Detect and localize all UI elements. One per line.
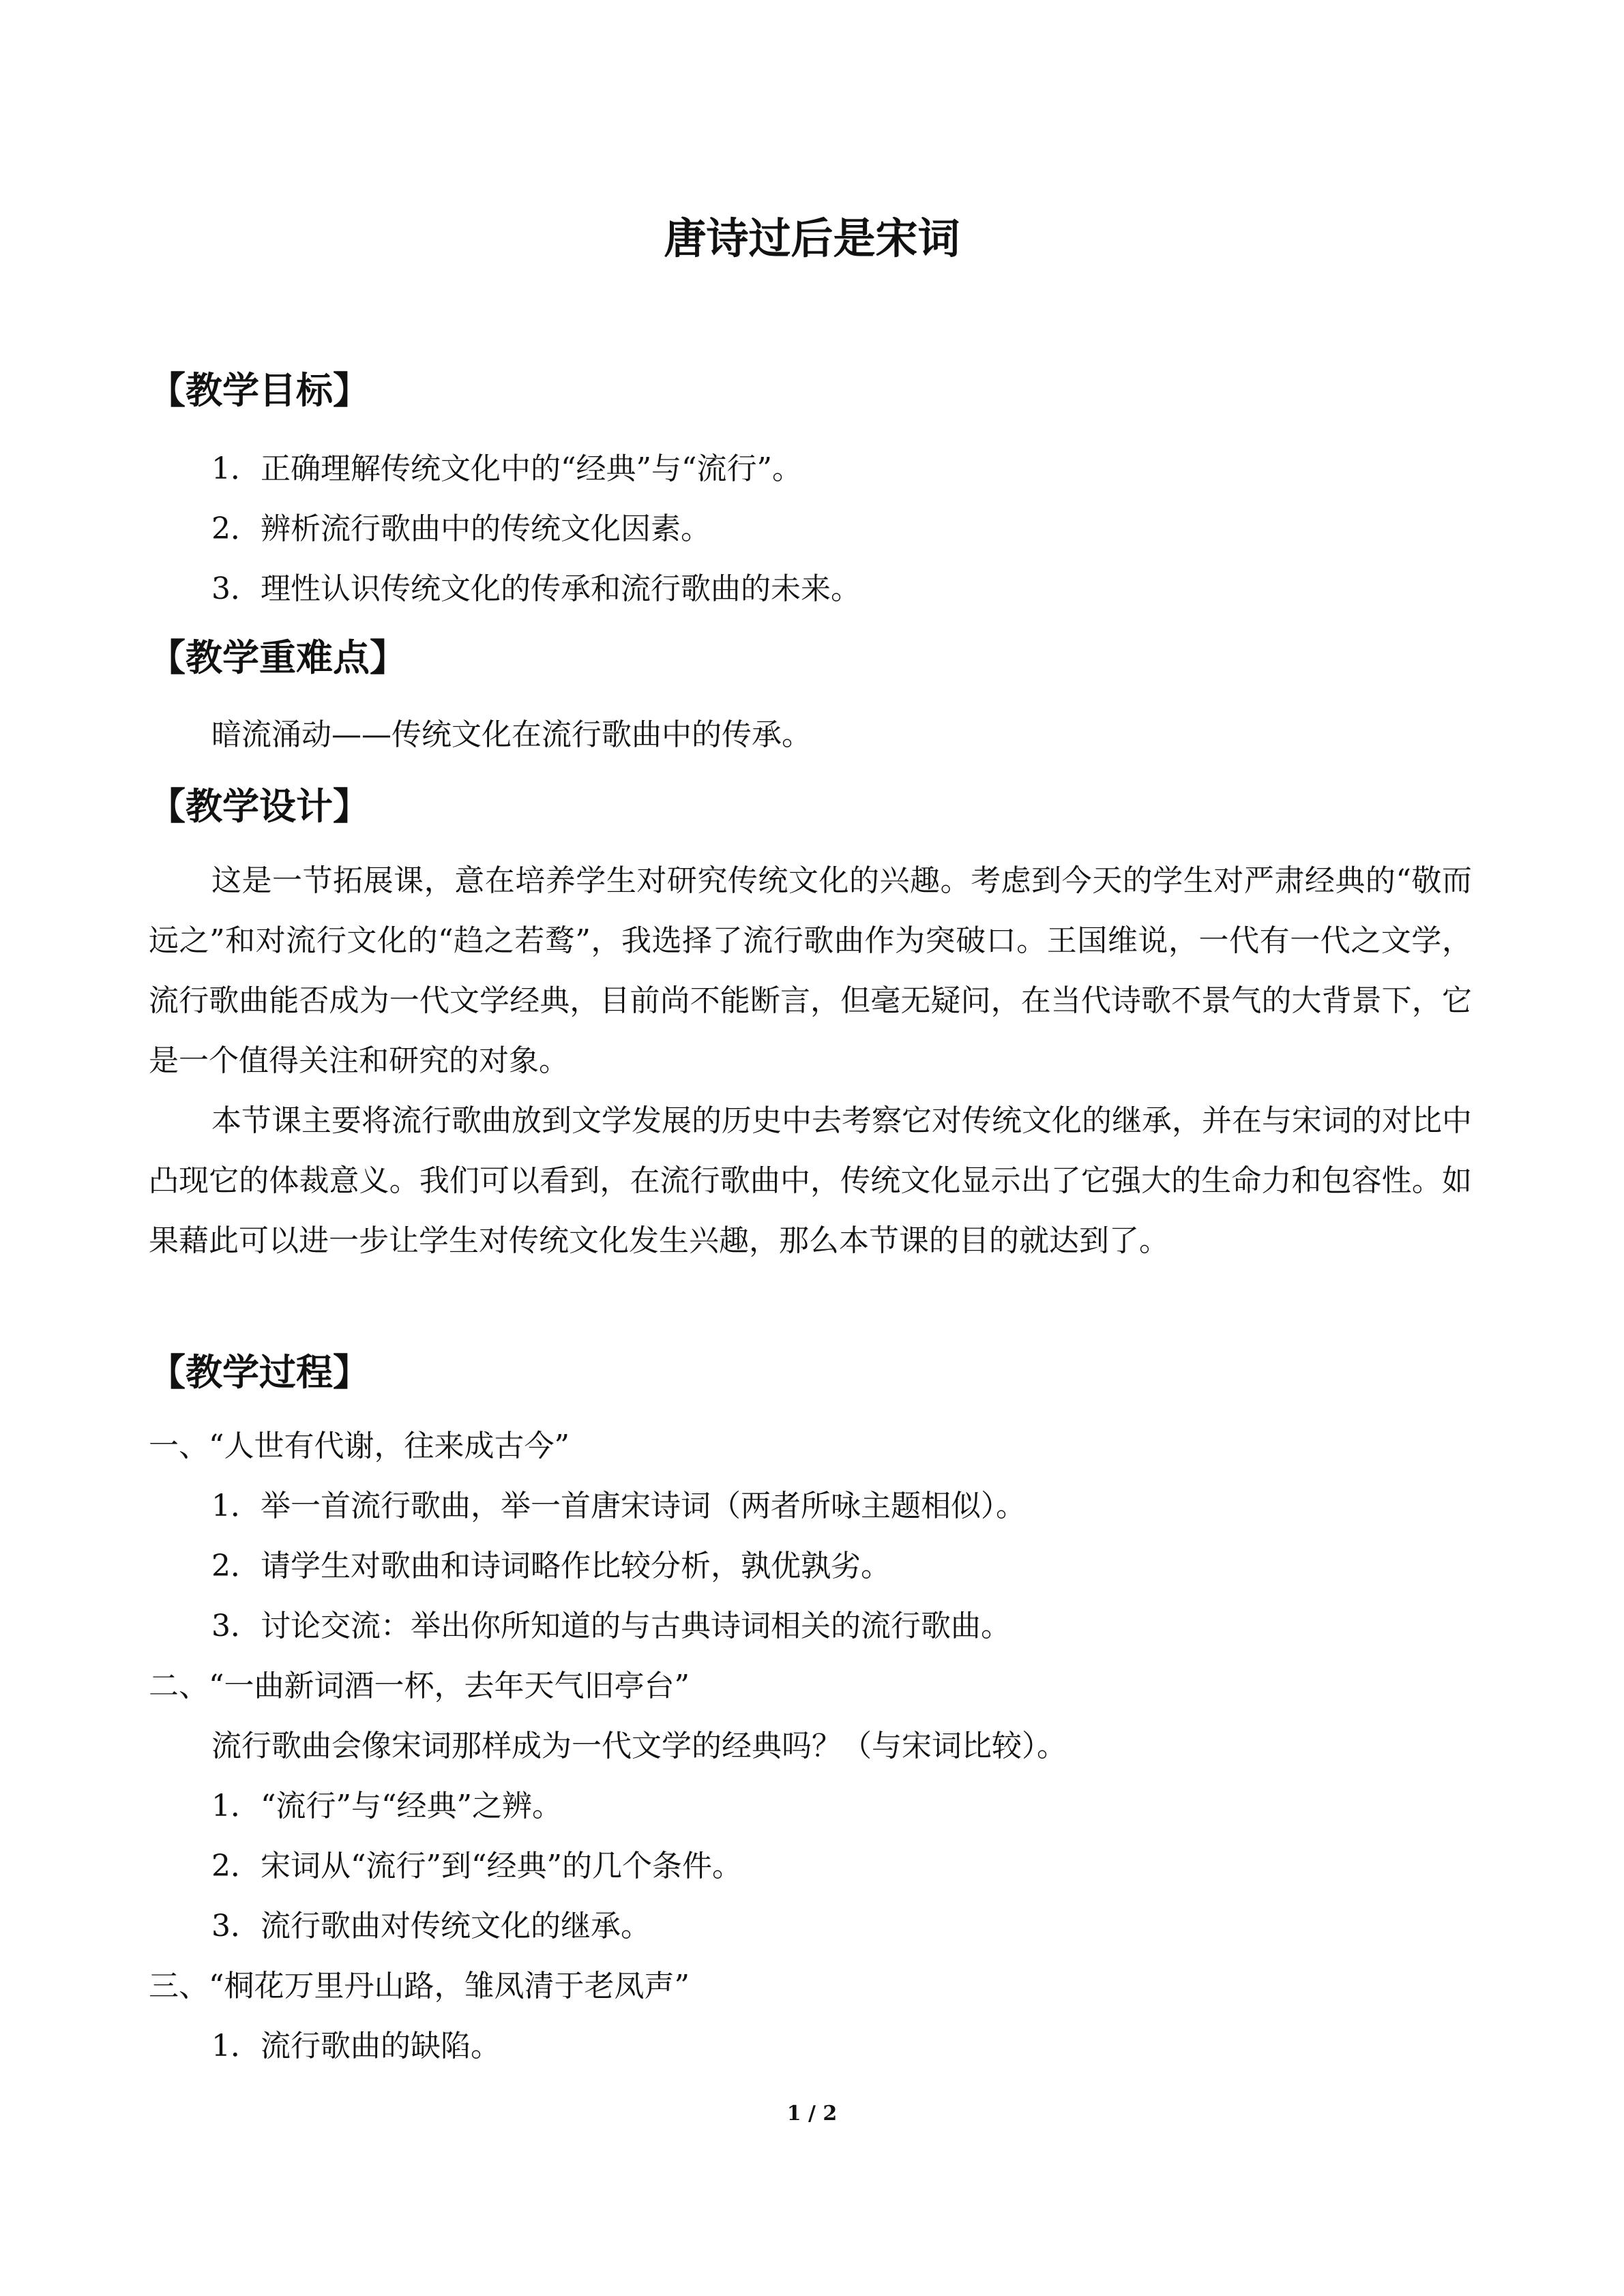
process-item: 2．宋词从“流行”到“经典”的几个条件。 — [211, 1849, 742, 1883]
design-paragraph: 这是一节拓展课，意在培养学生对研究传统文化的兴趣。考虑到今天的学生对严肃经典的“敬而远之”和对流行文化的“趋之若鹜”，我选择了流行歌曲作为突破口。王国维说，一代有一代之文学，流行歌曲能否成为一代文学经典，目前尚不能断言，但毫无疑问，在当代诗歌不景气的大背景下，它是一个值得关注和研究的对象。 — [149, 863, 1472, 1078]
heading-key-points: 【教学重难点】 — [149, 636, 407, 679]
process-part-title: 一、“人世有代谢，往来成古今” — [149, 1429, 570, 1463]
process-item: 1．“流行”与“经典”之辨。 — [211, 1789, 562, 1823]
process-item: 2．请学生对歌曲和诗词略作比较分析，孰优孰劣。 — [211, 1549, 891, 1583]
goal-item: 3．理性认识传统文化的传承和流行歌曲的未来。 — [211, 571, 861, 606]
process-item: 3．流行歌曲对传统文化的继承。 — [211, 1909, 651, 1943]
document-title: 唐诗过后是宋词 — [664, 213, 960, 263]
process-item: 1．举一首流行歌曲，举一首唐宋诗词（两者所咏主题相似）。 — [211, 1489, 1026, 1523]
design-paragraph: 本节课主要将流行歌曲放到文学发展的历史中去考察它对传统文化的继承，并在与宋词的对比中凸现它的体裁意义。我们可以看到，在流行歌曲中，传统文化显示出了它强大的生命力和包容性。如果藉此可以进一步让学生对传统文化发生兴趣，那么本节课的目的就达到了。 — [149, 1103, 1472, 1258]
key-points-text: 暗流涌动——传统文化在流行歌曲中的传承。 — [211, 717, 812, 752]
heading-teaching-process: 【教学过程】 — [149, 1351, 370, 1394]
process-part-title: 二、“一曲新词酒一杯，去年天气旧亭台” — [149, 1669, 690, 1703]
goal-item: 2．辨析流行歌曲中的传统文化因素。 — [211, 511, 711, 546]
goal-item: 1．正确理解传统文化中的“经典”与“流行”。 — [211, 451, 802, 486]
heading-teaching-goals: 【教学目标】 — [149, 369, 370, 412]
process-item: 3．讨论交流：举出你所知道的与古典诗词相关的流行歌曲。 — [211, 1609, 1011, 1643]
heading-teaching-design: 【教学设计】 — [149, 785, 370, 828]
page-number: 1 / 2 — [786, 2102, 838, 2126]
process-item: 1．流行歌曲的缺陷。 — [211, 2029, 501, 2063]
process-part-title: 三、“桐花万里丹山路，雏凤清于老凤声” — [149, 1969, 690, 2003]
process-intro: 流行歌曲会像宋词那样成为一代文学的经典吗？（与宋词比较）。 — [211, 1729, 1067, 1763]
